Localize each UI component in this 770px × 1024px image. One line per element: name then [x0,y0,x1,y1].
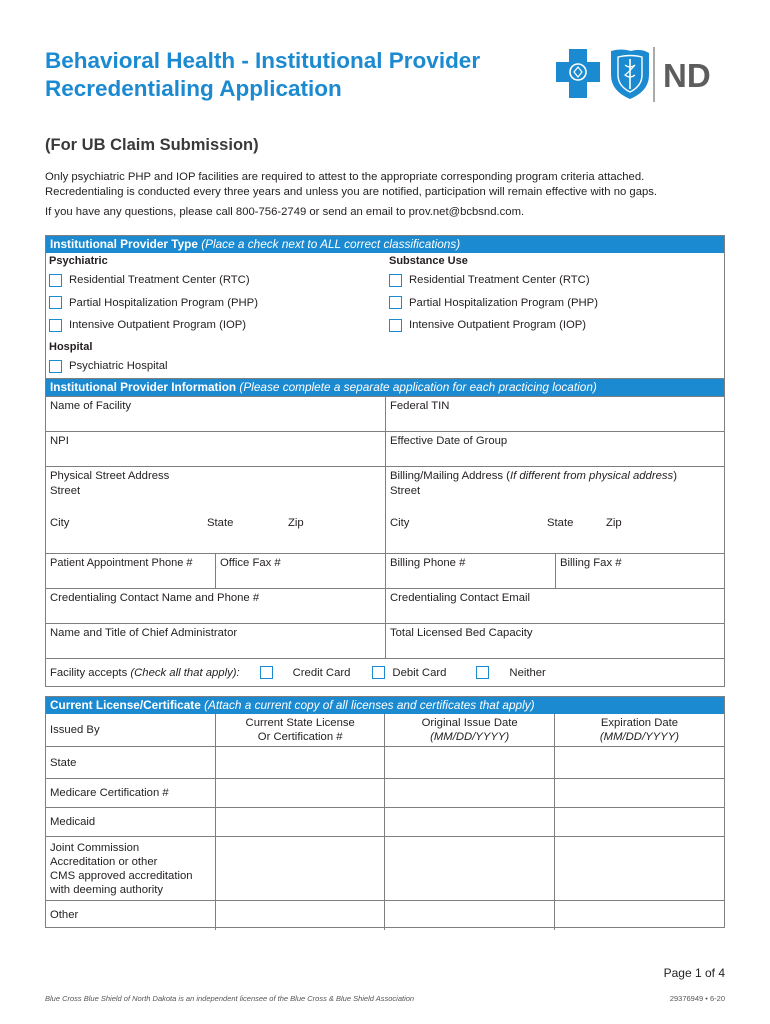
section-header-bar [46,236,724,253]
expiration-date-cell[interactable] [554,901,724,930]
intro-line: Only psychiatric PHP and IOP facilities are required to attest to the appropriate corresponding program criteria attached. [45,171,645,183]
section-heading: Institutional Provider Information [50,380,237,394]
city-label: City [390,517,410,529]
label-line: Joint Commission [50,841,140,854]
field-instruction: (Check all that apply): [130,666,240,679]
section-heading: Institutional Provider Type [50,237,198,251]
psychiatric-label: Psychiatric [49,255,108,267]
license-number-cell[interactable] [215,901,384,930]
field-label: Name and Title of Chief Administrator [50,627,238,639]
su-php-option[interactable] [389,292,598,315]
table-row [46,779,724,808]
option-label: Partial Hospitalization Program (PHP) [69,296,258,309]
checkbox[interactable] [389,296,402,309]
form-row [46,431,724,466]
title-line-1: Behavioral Health - Institutional Provider [45,48,481,73]
credit-card-option[interactable] [260,666,351,679]
expiration-date-cell[interactable] [554,808,724,837]
issue-date-cell[interactable] [385,901,555,930]
billing-fax-field[interactable] [555,554,725,588]
intro-line: Recredentialing is conducted every three years and unless you are notified, participation will remain effective with no gaps. [45,186,658,198]
physical-address-field[interactable] [46,467,386,553]
col-issue-date [385,714,555,747]
title-line-2: Recredentialing Application [45,76,342,101]
license-number-cell[interactable] [215,808,384,837]
page-title [45,47,545,103]
field-label: Name of Facility [50,400,131,412]
field-label: NPI [50,435,69,447]
su-iop-option[interactable] [389,314,598,337]
field-label: Billing Phone # [390,557,466,569]
label-line: with deeming authority [50,883,164,896]
issue-date-cell[interactable] [385,747,555,779]
col-license-number [215,714,384,747]
provider-type-section [45,235,725,379]
psych-php-option[interactable] [49,292,258,315]
col-expiration-date [554,714,724,747]
checkbox[interactable] [49,319,62,332]
federal-tin-field[interactable] [385,397,725,431]
licensee-notice: Blue Cross Blue Shield of North Dakota is an independent licensee of the Blue Cross & Blue Shield Association [45,994,415,1003]
issue-date-cell[interactable] [385,808,555,837]
field-label: Patient Appointment Phone # [50,557,193,569]
expiration-date-cell[interactable] [554,779,724,808]
option-label: Debit Card [392,666,447,679]
header-line: Original Issue Date [421,717,518,729]
license-section [45,696,725,928]
cred-contact-field[interactable] [46,589,386,623]
license-table [46,714,724,930]
table-row [46,901,724,930]
option-label: Psychiatric Hospital [69,360,168,373]
checkbox[interactable] [476,666,489,679]
license-number-cell[interactable] [215,837,384,901]
form-row [46,396,724,431]
header-line: (MM/DD/YYYY) [599,731,680,743]
subtitle: (For UB Claim Submission) [45,136,259,154]
state-abbreviation: ND [663,57,711,94]
psych-rtc-option[interactable] [49,269,258,292]
billing-address-field[interactable] [385,467,725,553]
neither-option[interactable] [476,666,545,679]
option-label: Credit Card [292,666,351,679]
office-fax-field[interactable] [215,554,386,588]
field-label: Facility accepts [50,666,128,679]
section-instruction: (Place a check next to ALL correct classifications) [201,237,461,251]
option-label: Intensive Outpatient Program (IOP) [69,319,247,332]
section-header-bar [46,379,724,396]
field-label: Effective Date of Group [390,435,508,447]
psychiatric-column [49,253,258,337]
option-label: Residential Treatment Center (RTC) [69,274,250,287]
row-label: Other [46,901,215,930]
issue-date-cell[interactable] [385,779,555,808]
table-row [46,837,724,901]
provider-info-section [45,379,725,687]
header-line: Expiration Date [600,717,679,729]
label-part: Billing/Mailing Address ( [390,470,510,482]
label-part: If different from physical address [509,470,674,482]
intro-text [45,170,735,220]
patient-phone-field[interactable] [46,554,216,588]
checkbox[interactable] [49,296,62,309]
substance-use-column [389,253,598,337]
chief-admin-field[interactable] [46,624,386,658]
option-label: Partial Hospitalization Program (PHP) [409,296,598,309]
checkbox[interactable] [49,360,62,373]
su-rtc-option[interactable] [389,269,598,292]
bcbs-logo-icon [555,45,730,103]
address-row [46,466,724,553]
row-label [46,837,215,901]
page-number: Page 1 of 4 [663,966,725,980]
row-label: Medicaid [46,808,215,837]
npi-field[interactable] [46,432,386,466]
field-label: Billing Fax # [560,557,622,569]
form-number: 29376949 • 6-20 [669,994,725,1003]
license-number-cell[interactable] [215,747,384,779]
phone-row [46,553,724,588]
state-label: State [207,517,234,529]
section-instruction: (Attach a current copy of all licenses and certificates that apply) [204,698,535,712]
checkbox[interactable] [372,666,385,679]
form-row [46,623,724,658]
field-label: Total Licensed Bed Capacity [390,627,533,639]
hospital-label: Hospital [49,341,93,353]
effective-date-field[interactable] [385,432,725,466]
issue-date-cell[interactable] [385,837,555,901]
label-line: Accreditation or other [50,855,158,868]
checkbox[interactable] [260,666,273,679]
payment-row [46,658,724,686]
field-label: Credentialing Contact Email [390,592,531,604]
form-row [46,588,724,623]
checkbox[interactable] [49,274,62,287]
option-label: Residential Treatment Center (RTC) [409,274,590,287]
label-line: CMS approved accreditation [50,869,193,882]
table-header-row [46,714,724,747]
street-label: Street [390,485,421,497]
zip-label: Zip [288,517,304,529]
option-label: Neither [509,666,546,679]
contact-line: If you have any questions, please call 800-756-2749 or send an email to prov.net@bcbsnd.com. [45,206,525,218]
col-issued-by: Issued By [50,724,100,736]
row-label: State [46,747,215,779]
state-label: State [547,517,574,529]
psychiatric-hospital-option[interactable] [49,355,168,378]
debit-card-option[interactable] [372,666,446,679]
checkbox[interactable] [389,274,402,287]
city-label: City [50,517,70,529]
field-label: Physical Street Address [50,470,170,482]
psych-iop-option[interactable] [49,314,258,337]
option-label: Intensive Outpatient Program (IOP) [409,319,587,332]
section-heading: Current License/Certificate [50,698,201,712]
field-label: Office Fax # [220,557,281,569]
header-line: Current State License [245,717,355,729]
bed-capacity-field[interactable] [385,624,725,658]
field-label: Credentialing Contact Name and Phone # [50,592,260,604]
facility-accepts-group [46,659,726,686]
bcbs-logo [555,45,730,103]
facility-name-field[interactable] [46,397,386,431]
section-instruction: (Please complete a separate application for each practicing location) [239,380,597,394]
field-label: Federal TIN [390,400,450,412]
expiration-date-cell[interactable] [554,837,724,901]
hospital-column [49,339,168,378]
header-line: (MM/DD/YYYY) [430,731,510,743]
table-row [46,808,724,837]
expiration-date-cell[interactable] [554,747,724,779]
cred-email-field[interactable] [385,589,725,623]
row-label: Medicare Certification # [46,779,215,808]
substance-use-label: Substance Use [389,255,468,267]
zip-label: Zip [606,517,622,529]
header-line: Or Certification # [257,731,343,743]
label-part: ) [673,470,677,482]
field-label [390,470,721,482]
license-number-cell[interactable] [215,779,384,808]
table-row [46,747,724,779]
street-label: Street [50,485,81,497]
billing-phone-field[interactable] [385,554,555,588]
section-header-bar [46,697,724,714]
checkbox[interactable] [389,319,402,332]
